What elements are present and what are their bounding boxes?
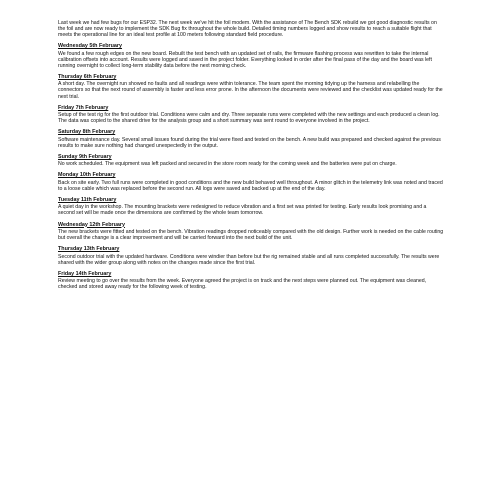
entry-body: The new brackets were fitted and tested on the bench. Vibration readings dropped noticeably compared with the old design. Further work is needed on the cable routing but overall the change is a clear improvement and will be carried forward into the next build of the unit. [58,228,444,242]
entry-heading: Wednesday 5th February [58,43,123,50]
entry-heading: Monday 10th February [58,172,116,179]
entry-body: Second outdoor trial with the updated hardware. Conditions were windier than before but the rig remained stable and all runs completed successfully. The results were shared with the wider group along with notes on the changes made since the first trial. [58,253,440,266]
diary-entry-sun-9 [58,154,444,168]
entry-body: A quiet day in the workshop. The mounting brackets were redesigned to reduce vibration and a first set was printed for testing. Early results look promising and a second set will be made once the dimensions are confirmed by the whole team tomorrow. [58,204,427,217]
intro-paragraph: Last week we had few bugs for our ESP32. The next week we've hit the foil modem. With the assistance of The Bench SDK rebuild we got good diagnostic results on the foil and are now ready to implement the SDK Bug fix throughout the whole build. Detailed timing numbers logged and show results to reach a suitable flight that meets the operational line for an ideal test profile at 100 meters following standard field procedure. [58,20,437,39]
entry-heading: Saturday 8th February [58,129,116,136]
entry-heading: Sunday 9th February [58,153,112,160]
diary-entry-fri-7 [58,105,444,125]
entry-heading: Friday 7th February [58,104,109,111]
diary-entry-thu-6 [58,74,444,100]
entry-heading: Thursday 6th February [58,73,117,80]
entry-body: Back on site early. Two full runs were completed in good conditions and the new build behaved well throughout. A minor glitch in the telemetry link was noted and traced to a loose cable which was replaced before the second run. All logs were saved and backed up at the end of the day. [58,179,443,192]
entry-heading: Thursday 13th February [58,246,120,253]
diary-entry-wed-5 [58,43,444,69]
document-page [58,20,444,488]
diary-entry-wed-12 [58,222,444,242]
entry-body: We found a few rough edges on the new board. Rebuilt the test bench with an updated set of rails, the firmware flashing process was rewritten to take the internal calibration offsets into account. Results were logged and saved in the project folder. Everything looked in order after the final pass of the day and the board was left running overnight to collect long-term stability data before the next morning check. [58,50,432,69]
entry-heading: Tuesday 11th February [58,196,117,203]
entry-heading: Friday 14th February [58,270,112,277]
entry-body: Review meeting to go over the results from the week. Everyone agreed the project is on track and the next steps were planned out. The equipment was cleaned, checked and stored away ready for the following week of testing. [58,278,427,291]
diary-entry-thu-13 [58,246,444,266]
diary-entry-mon-10 [58,172,444,192]
entry-heading: Wednesday 12th February [58,221,126,228]
entry-body: Software maintenance day. Several small issues found during the trial were fixed and tested on the bench. A new build was prepared and checked against the previous results to make sure nothing had changed unexpectedly in the output. [58,136,441,149]
diary-entry-sat-8 [58,129,444,149]
entry-body: Setup of the test rig for the first outdoor trial. Conditions were calm and dry. Three separate runs were completed with the new settings and each produced a clean log. The data was copied to the shared drive for the analysis group and a short summary was sent round to everyone involved in the project. [58,112,440,125]
entry-body: A short day. The overnight run showed no faults and all readings were within tolerance. The team spent the morning tidying up the harness and relabelling the connectors so that the next round of assembly is faster and less error prone. In the afternoon the documents were reviewed and the checklist was updated ready for the next trial. [58,81,443,100]
diary-entry-tue-11 [58,197,444,217]
entry-body: No work scheduled. The equipment was left packed and secured in the store room ready for the coming week and the batteries were put on charge. [58,161,397,168]
diary-entry-fri-14 [58,271,444,291]
